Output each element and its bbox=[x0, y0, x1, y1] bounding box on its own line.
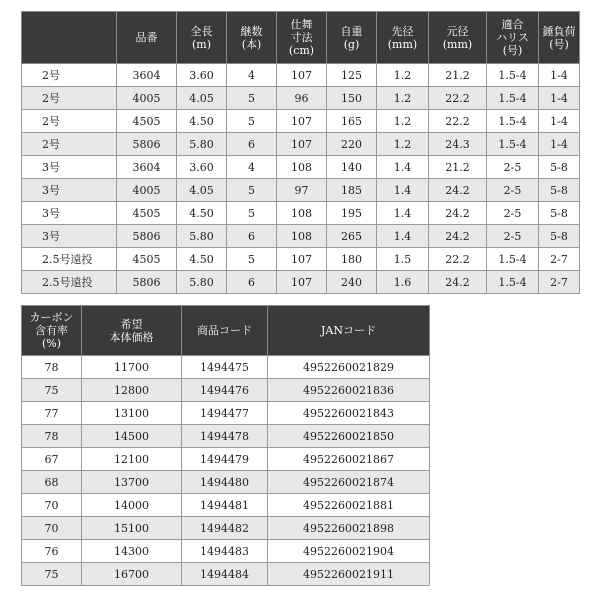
price-row bbox=[22, 402, 430, 425]
spec-row-cell: 107 bbox=[277, 133, 327, 156]
price-row-cell: 68 bbox=[22, 471, 82, 494]
price-row bbox=[22, 517, 430, 540]
spec-row-cell: 1.4 bbox=[377, 156, 429, 179]
price-row-cell: 78 bbox=[22, 425, 82, 448]
spec-row-cell: 5-8 bbox=[539, 225, 580, 248]
price-row-cell: 4952260021850 bbox=[268, 425, 430, 448]
spec-row bbox=[22, 225, 580, 248]
spec-row-cell: 4.05 bbox=[177, 87, 227, 110]
spec-row-cell: 1-4 bbox=[539, 110, 580, 133]
spec-row-cell: 22.2 bbox=[429, 87, 487, 110]
spec-row-cell: 24.3 bbox=[429, 133, 487, 156]
spec-row-cell: 4 bbox=[227, 156, 277, 179]
price-row-cell: 76 bbox=[22, 540, 82, 563]
spec-row-cell: 1-4 bbox=[539, 87, 580, 110]
spec-header-line: 適合 ハリス (号) bbox=[487, 12, 539, 64]
spec-row-cell: 195 bbox=[327, 202, 377, 225]
price-row-cell: 1494479 bbox=[182, 448, 268, 471]
spec-row-cell: 140 bbox=[327, 156, 377, 179]
spec-row-cell: 5806 bbox=[117, 133, 177, 156]
price-row-cell: 15100 bbox=[82, 517, 182, 540]
spec-row-cell: 24.2 bbox=[429, 271, 487, 294]
spec-row bbox=[22, 248, 580, 271]
price-header-row bbox=[22, 306, 430, 356]
spec-row-cell: 1.5-4 bbox=[487, 248, 539, 271]
price-row-cell: 4952260021874 bbox=[268, 471, 430, 494]
spec-header-model: 品番 bbox=[117, 12, 177, 64]
spec-row-cell: 5.80 bbox=[177, 133, 227, 156]
spec-row-cell: 4005 bbox=[117, 179, 177, 202]
spec-row-cell: 220 bbox=[327, 133, 377, 156]
spec-header-row bbox=[22, 12, 580, 64]
price-row-cell: 4952260021843 bbox=[268, 402, 430, 425]
spec-row-cell: 3号 bbox=[22, 179, 117, 202]
price-row-cell: 4952260021898 bbox=[268, 517, 430, 540]
spec-row-cell: 5-8 bbox=[539, 156, 580, 179]
price-row-cell: 78 bbox=[22, 356, 82, 379]
spec-row-cell: 5 bbox=[227, 110, 277, 133]
spec-row-cell: 5.80 bbox=[177, 271, 227, 294]
spec-row-cell: 1.5-4 bbox=[487, 271, 539, 294]
spec-row-cell: 1-4 bbox=[539, 64, 580, 87]
spec-row-cell: 6 bbox=[227, 133, 277, 156]
spec-row-cell: 4005 bbox=[117, 87, 177, 110]
spec-row-cell: 165 bbox=[327, 110, 377, 133]
spec-row-cell: 5 bbox=[227, 248, 277, 271]
spec-row-cell: 24.2 bbox=[429, 225, 487, 248]
price-row bbox=[22, 448, 430, 471]
spec-body bbox=[22, 64, 580, 294]
price-row bbox=[22, 494, 430, 517]
spec-row-cell: 1.2 bbox=[377, 87, 429, 110]
spec-row-cell: 4.50 bbox=[177, 110, 227, 133]
price-row-cell: 1494480 bbox=[182, 471, 268, 494]
spec-row-cell: 5806 bbox=[117, 271, 177, 294]
price-row-cell: 4952260021867 bbox=[268, 448, 430, 471]
spec-row-cell: 3.60 bbox=[177, 156, 227, 179]
spec-row-cell: 4 bbox=[227, 64, 277, 87]
price-row-cell: 1494475 bbox=[182, 356, 268, 379]
price-header-jan-code: JANコード bbox=[268, 306, 430, 356]
spec-row-cell: 4.50 bbox=[177, 248, 227, 271]
spec-row-cell: 108 bbox=[277, 156, 327, 179]
price-row-cell: 1494484 bbox=[182, 563, 268, 586]
spec-row-cell: 3号 bbox=[22, 156, 117, 179]
spec-row-cell: 4.05 bbox=[177, 179, 227, 202]
price-row-cell: 16700 bbox=[82, 563, 182, 586]
spec-row-cell: 108 bbox=[277, 202, 327, 225]
price-row bbox=[22, 356, 430, 379]
spec-row-cell: 1.5 bbox=[377, 248, 429, 271]
price-row-cell: 4952260021836 bbox=[268, 379, 430, 402]
spec-row-cell: 3号 bbox=[22, 225, 117, 248]
spec-header-length: 全長 (m) bbox=[177, 12, 227, 64]
spec-row-cell: 5 bbox=[227, 179, 277, 202]
spec-row-cell: 97 bbox=[277, 179, 327, 202]
spec-row bbox=[22, 179, 580, 202]
price-row-cell: 14500 bbox=[82, 425, 182, 448]
price-row-cell: 1494478 bbox=[182, 425, 268, 448]
spec-row bbox=[22, 87, 580, 110]
spec-row-cell: 21.2 bbox=[429, 64, 487, 87]
spec-header-butt-diameter: 元径 (mm) bbox=[429, 12, 487, 64]
price-row-cell: 11700 bbox=[82, 356, 182, 379]
price-row-cell: 1494481 bbox=[182, 494, 268, 517]
spec-header-closed-length: 仕舞 寸法 (cm) bbox=[277, 12, 327, 64]
spec-row-cell: 1.5-4 bbox=[487, 87, 539, 110]
spec-row-cell: 2-5 bbox=[487, 202, 539, 225]
spec-row-cell: 5-8 bbox=[539, 202, 580, 225]
price-row-cell: 70 bbox=[22, 494, 82, 517]
spec-row-cell: 125 bbox=[327, 64, 377, 87]
price-row-cell: 77 bbox=[22, 402, 82, 425]
spec-row-cell: 1.4 bbox=[377, 225, 429, 248]
spec-row-cell: 24.2 bbox=[429, 179, 487, 202]
spec-row-cell: 107 bbox=[277, 110, 327, 133]
price-row-cell: 4952260021904 bbox=[268, 540, 430, 563]
spec-header-sinker: 錘負荷 (号) bbox=[539, 12, 580, 64]
spec-row-cell: 3.60 bbox=[177, 64, 227, 87]
spec-row-cell: 4505 bbox=[117, 202, 177, 225]
price-row-cell: 75 bbox=[22, 563, 82, 586]
spec-row-cell: 4.50 bbox=[177, 202, 227, 225]
spec-row-cell: 3604 bbox=[117, 64, 177, 87]
spec-row-cell: 2号 bbox=[22, 87, 117, 110]
spec-row bbox=[22, 133, 580, 156]
price-header-carbon: カーボン 含有率 (%) bbox=[22, 306, 82, 356]
price-header-product-code: 商品コード bbox=[182, 306, 268, 356]
spec-row-cell: 185 bbox=[327, 179, 377, 202]
spec-row-cell: 5.80 bbox=[177, 225, 227, 248]
spec-row-cell: 4505 bbox=[117, 248, 177, 271]
spec-row bbox=[22, 110, 580, 133]
spec-row-cell: 2-5 bbox=[487, 179, 539, 202]
spec-row bbox=[22, 271, 580, 294]
spec-row-cell: 2-5 bbox=[487, 156, 539, 179]
spec-header-blank bbox=[22, 12, 117, 64]
price-row-cell: 4952260021911 bbox=[268, 563, 430, 586]
spec-row-cell: 2-7 bbox=[539, 248, 580, 271]
spec-row bbox=[22, 64, 580, 87]
price-row-cell: 12800 bbox=[82, 379, 182, 402]
spec-row-cell: 2.5号遠投 bbox=[22, 271, 117, 294]
spec-row-cell: 1.2 bbox=[377, 110, 429, 133]
price-row bbox=[22, 425, 430, 448]
spec-row-cell: 1.2 bbox=[377, 133, 429, 156]
spec-row-cell: 96 bbox=[277, 87, 327, 110]
spec-row bbox=[22, 202, 580, 225]
spec-row-cell: 1.6 bbox=[377, 271, 429, 294]
spec-row-cell: 2.5号遠投 bbox=[22, 248, 117, 271]
spec-row-cell: 107 bbox=[277, 248, 327, 271]
spec-table bbox=[21, 11, 580, 294]
spec-row-cell: 4505 bbox=[117, 110, 177, 133]
price-row bbox=[22, 379, 430, 402]
price-row-cell: 4952260021829 bbox=[268, 356, 430, 379]
spec-row-cell: 2号 bbox=[22, 133, 117, 156]
spec-row-cell: 1.5-4 bbox=[487, 64, 539, 87]
spec-header-sections: 継数 (本) bbox=[227, 12, 277, 64]
spec-row-cell: 107 bbox=[277, 64, 327, 87]
spec-row-cell: 1.5-4 bbox=[487, 110, 539, 133]
price-row-cell: 1494482 bbox=[182, 517, 268, 540]
spec-row-cell: 2号 bbox=[22, 110, 117, 133]
price-row-cell: 13100 bbox=[82, 402, 182, 425]
spec-row-cell: 21.2 bbox=[429, 156, 487, 179]
price-row-cell: 4952260021881 bbox=[268, 494, 430, 517]
spec-row-cell: 1.4 bbox=[377, 179, 429, 202]
price-row-cell: 14000 bbox=[82, 494, 182, 517]
spec-row-cell: 180 bbox=[327, 248, 377, 271]
spec-header-weight: 自重 (g) bbox=[327, 12, 377, 64]
spec-row-cell: 108 bbox=[277, 225, 327, 248]
spec-row-cell: 5 bbox=[227, 87, 277, 110]
spec-row-cell: 6 bbox=[227, 225, 277, 248]
price-row-cell: 67 bbox=[22, 448, 82, 471]
price-table bbox=[21, 305, 430, 586]
spec-row-cell: 265 bbox=[327, 225, 377, 248]
spec-row-cell: 150 bbox=[327, 87, 377, 110]
spec-row-cell: 22.2 bbox=[429, 248, 487, 271]
spec-row-cell: 22.2 bbox=[429, 110, 487, 133]
spec-row-cell: 3号 bbox=[22, 202, 117, 225]
spec-row-cell: 2号 bbox=[22, 64, 117, 87]
spec-row bbox=[22, 156, 580, 179]
spec-row-cell: 240 bbox=[327, 271, 377, 294]
price-row bbox=[22, 471, 430, 494]
spec-row-cell: 6 bbox=[227, 271, 277, 294]
spec-row-cell: 5 bbox=[227, 202, 277, 225]
price-body bbox=[22, 356, 430, 586]
price-row-cell: 75 bbox=[22, 379, 82, 402]
spec-header-tip-diameter: 先径 (mm) bbox=[377, 12, 429, 64]
price-row-cell: 1494476 bbox=[182, 379, 268, 402]
price-row-cell: 1494483 bbox=[182, 540, 268, 563]
price-row-cell: 70 bbox=[22, 517, 82, 540]
price-row-cell: 14300 bbox=[82, 540, 182, 563]
spec-row-cell: 3604 bbox=[117, 156, 177, 179]
spec-row-cell: 2-5 bbox=[487, 225, 539, 248]
spec-row-cell: 24.2 bbox=[429, 202, 487, 225]
price-row-cell: 13700 bbox=[82, 471, 182, 494]
price-row-cell: 1494477 bbox=[182, 402, 268, 425]
spec-row-cell: 5806 bbox=[117, 225, 177, 248]
spec-row-cell: 107 bbox=[277, 271, 327, 294]
spec-row-cell: 1.4 bbox=[377, 202, 429, 225]
price-row-cell: 12100 bbox=[82, 448, 182, 471]
price-row bbox=[22, 563, 430, 586]
price-row bbox=[22, 540, 430, 563]
spec-row-cell: 1.5-4 bbox=[487, 133, 539, 156]
spec-row-cell: 5-8 bbox=[539, 179, 580, 202]
spec-row-cell: 1.2 bbox=[377, 64, 429, 87]
spec-row-cell: 2-7 bbox=[539, 271, 580, 294]
spec-row-cell: 1-4 bbox=[539, 133, 580, 156]
price-header-price: 希望 本体価格 bbox=[82, 306, 182, 356]
